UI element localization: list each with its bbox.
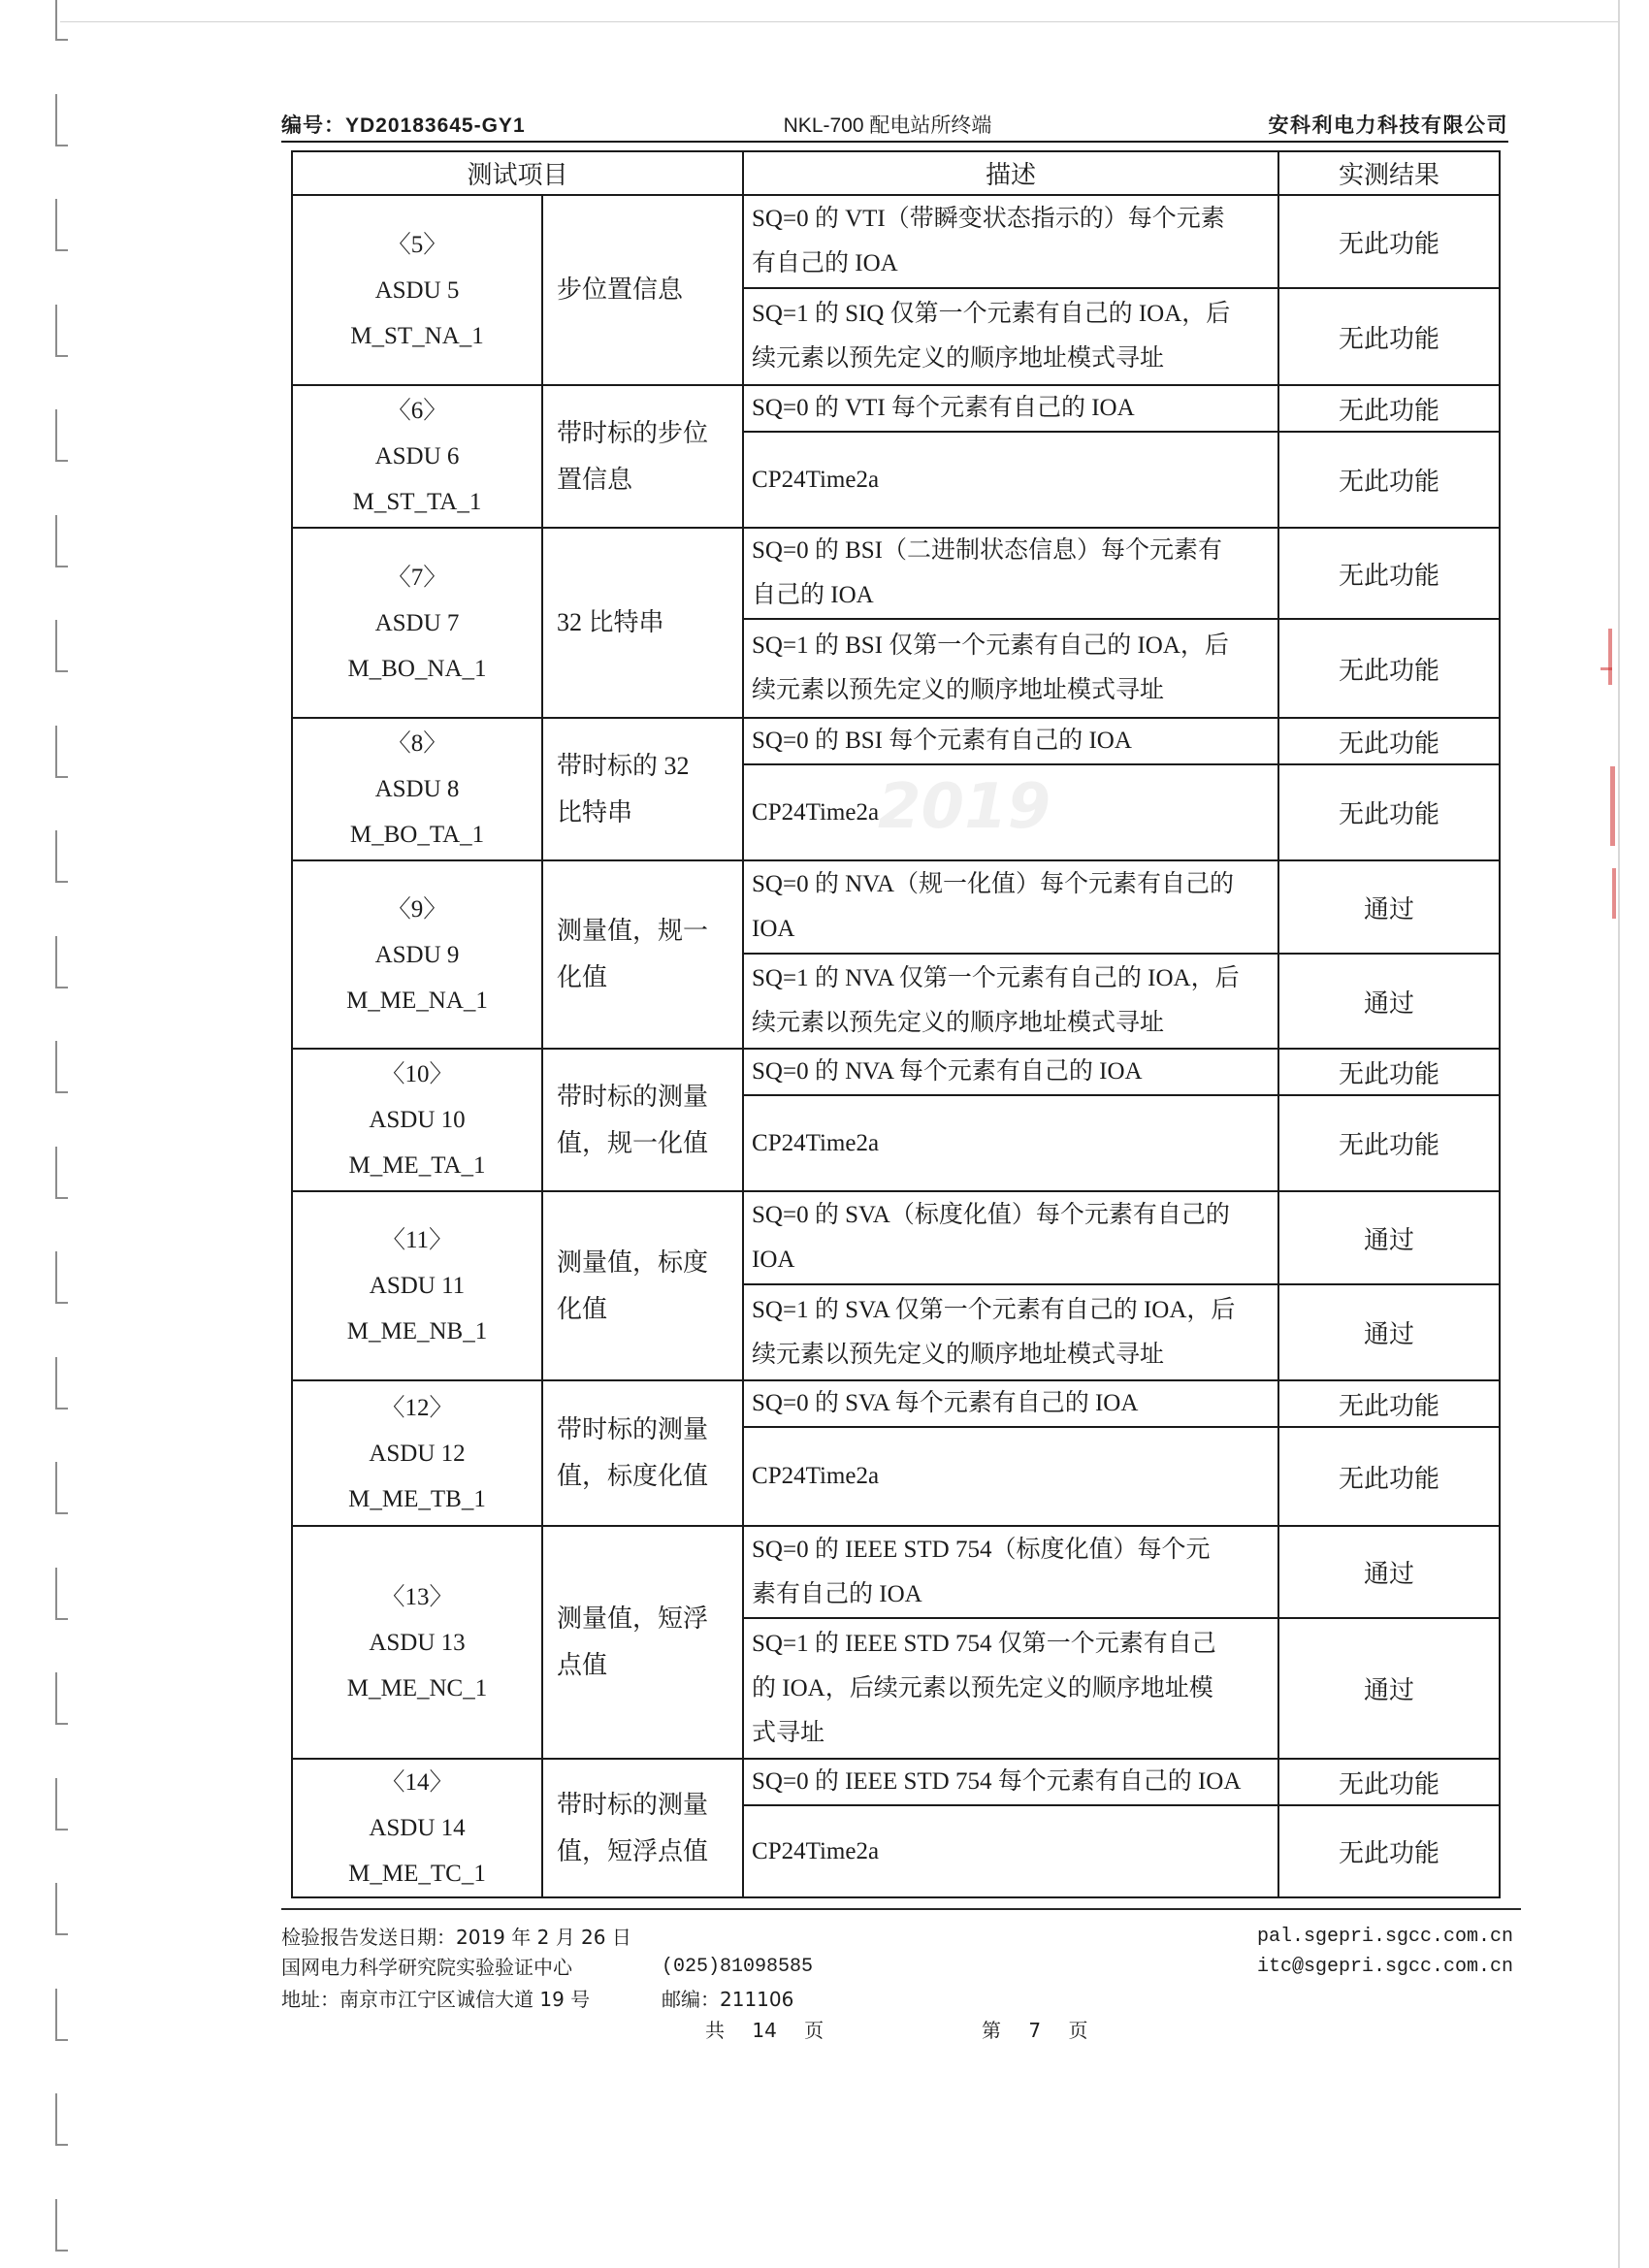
asdu-label: ASDU 10 [369,1107,466,1133]
check-result: 无此功能 [1278,764,1500,860]
type-identifier: M_ME_NA_1 [346,987,488,1014]
table-row [292,1380,1500,1427]
test-item-cell [292,528,542,718]
report-number: 编号：YD20183645-GY1 [281,114,526,137]
check-result: 通过 [1278,860,1500,954]
test-item-cell [292,385,542,528]
test-item-name: 带时标的测量 值，规一化值 [542,1049,743,1191]
binding-mark [55,1147,57,1199]
item-number: 〈9〉 [386,895,448,923]
header-test-item: 测试项目 [292,151,743,195]
test-item-cell [292,718,542,860]
report-send-date: 检验报告发送日期：2019 年 2 月 26 日 [281,1926,631,1949]
asdu-label: ASDU 14 [369,1815,466,1841]
test-item-name: 带时标的测量 值，标度化值 [542,1380,743,1526]
binding-mark [55,1989,57,2041]
test-results-table [291,150,1501,1898]
check-description: CP24Time2a [743,1427,1278,1526]
type-identifier: M_BO_NA_1 [347,655,487,682]
test-item-cell [292,1759,542,1897]
binding-mark [55,936,57,988]
binding-mark [55,94,57,146]
check-result: 无此功能 [1278,1380,1500,1427]
binding-mark [55,1778,57,1831]
check-result: 通过 [1278,1284,1500,1380]
check-description: SQ=0 的 IEEE STD 754（标度化值）每个元 素有自己的 IOA [743,1526,1278,1618]
binding-mark [55,1462,57,1514]
institute-address: 地址：南京市江宁区诚信大道 19 号 [281,1988,591,2011]
item-number: 〈7〉 [386,564,448,591]
check-description: SQ=1 的 SIQ 仅第一个元素有自己的 IOA，后 续元素以预先定义的顺序地址模式寻址 [743,288,1278,385]
type-identifier: M_ST_NA_1 [350,322,484,349]
check-result: 无此功能 [1278,1759,1500,1805]
header-divider [281,141,1508,143]
check-result: 无此功能 [1278,718,1500,764]
check-result: 通过 [1278,1618,1500,1759]
table-row [292,195,1500,288]
type-identifier: M_ME_TB_1 [348,1485,486,1512]
seal-fragment [1599,621,1624,941]
product-title: NKL-700 配电站所终端 [783,114,992,137]
check-description: SQ=0 的 BSI 每个元素有自己的 IOA [743,718,1278,764]
binding-mark [55,2093,57,2146]
total-pages: 共 14 页 [705,2019,824,2042]
check-result: 通过 [1278,1526,1500,1618]
check-description: SQ=0 的 SVA（标度化值）每个元素有自己的 IOA [743,1191,1278,1284]
test-item-name: 步位置信息 [542,195,743,385]
test-item-cell [292,1191,542,1380]
scan-right-edge [1618,0,1620,2268]
test-item-name: 测量值，规一 化值 [542,860,743,1049]
check-result: 无此功能 [1278,432,1500,528]
table-row [292,1049,1500,1095]
test-item-name: 测量值，标度 化值 [542,1191,743,1380]
check-description: SQ=1 的 SVA 仅第一个元素有自己的 IOA，后 续元素以预先定义的顺序地址模式寻址 [743,1284,1278,1380]
check-description: SQ=0 的 VTI（带瞬变状态指示的）每个元素 有自己的 IOA [743,195,1278,288]
check-result: 通过 [1278,954,1500,1049]
item-number: 〈13〉 [380,1583,454,1610]
header-description: 描述 [743,151,1278,195]
check-description: SQ=0 的 BSI（二进制状态信息）每个元素有 自己的 IOA [743,528,1278,619]
binding-mark [55,1357,57,1409]
item-number: 〈6〉 [386,398,448,424]
table-row [292,528,1500,619]
institute-website: pal.sgepri.sgcc.com.cn [1256,1926,1513,1948]
page-number: 第 7 页 [982,2019,1088,2042]
company-name: 安科利电力科技有限公司 [1268,114,1508,137]
binding-mark [55,1251,57,1304]
item-number: 〈5〉 [386,231,448,258]
table-row [292,860,1500,954]
test-item-name: 带时标的测量 值，短浮点值 [542,1759,743,1897]
asdu-label: ASDU 9 [374,941,460,968]
binding-mark [55,830,57,883]
check-description: SQ=0 的 SVA 每个元素有自己的 IOA [743,1380,1278,1427]
binding-mark [55,1041,57,1093]
test-item-cell [292,860,542,1049]
header-result: 实测结果 [1278,151,1500,195]
test-item-name: 32 比特串 [542,528,743,718]
binding-mark [55,515,57,567]
footer-divider [281,1908,1521,1910]
check-result: 无此功能 [1278,1049,1500,1095]
binding-mark [55,2199,57,2252]
check-description: SQ=0 的 NVA 每个元素有自己的 IOA [743,1049,1278,1095]
institute-email: itc@sgepri.sgcc.com.cn [1256,1956,1513,1978]
test-item-name: 测量值，短浮 点值 [542,1526,743,1759]
check-result: 通过 [1278,1191,1500,1284]
table-row [292,1759,1500,1805]
binding-mark [55,305,57,357]
check-description: SQ=1 的 IEEE STD 754 仅第一个元素有自己 的 IOA，后续元素以预先定义的顺序地址模 式寻址 [743,1618,1278,1759]
asdu-label: ASDU 7 [374,609,460,636]
check-description: CP24Time2a [743,1805,1278,1897]
check-description: CP24Time2a [743,1095,1278,1191]
check-result: 无此功能 [1278,1427,1500,1526]
item-number: 〈12〉 [380,1394,454,1421]
institute-name: 国网电力科学研究院实验验证中心 [281,1956,572,1979]
asdu-label: ASDU 11 [369,1273,466,1299]
check-description: SQ=0 的 IEEE STD 754 每个元素有自己的 IOA [743,1759,1278,1805]
test-item-cell [292,1049,542,1191]
check-result: 无此功能 [1278,528,1500,619]
postal-code: 邮编：211106 [662,1988,794,2011]
type-identifier: M_ST_TA_1 [352,489,482,515]
check-description: CP24Time2a [743,432,1278,528]
binding-mark [55,620,57,672]
table-row [292,1191,1500,1284]
check-description: SQ=0 的 VTI 每个元素有自己的 IOA [743,385,1278,432]
table-header-row [292,151,1500,195]
check-result: 无此功能 [1278,619,1500,718]
watermark: 2019 [878,771,1051,843]
type-identifier: M_ME_NB_1 [346,1318,488,1345]
test-item-cell [292,1526,542,1759]
asdu-label: ASDU 8 [374,776,460,802]
check-result: 无此功能 [1278,195,1500,288]
institute-phone: (025)81098585 [662,1956,814,1978]
test-item-cell [292,195,542,385]
check-description: CP24Time2a [743,764,1278,860]
type-identifier: M_ME_NC_1 [346,1674,488,1701]
test-item-name: 带时标的步位 置信息 [542,385,743,528]
binding-mark [55,1883,57,1935]
binding-mark [55,199,57,251]
binding-mark [55,726,57,778]
binding-mark [55,0,57,41]
table-row [292,1526,1500,1618]
type-identifier: M_BO_TA_1 [349,822,485,848]
table-row [292,718,1500,764]
item-number: 〈14〉 [380,1769,454,1796]
scan-top-edge [60,21,1618,22]
check-result: 无此功能 [1278,1805,1500,1897]
item-number: 〈11〉 [380,1227,454,1253]
check-description: SQ=0 的 NVA（规一化值）每个元素有自己的 IOA [743,860,1278,954]
test-item-name: 带时标的 32 比特串 [542,718,743,860]
check-result: 无此功能 [1278,385,1500,432]
asdu-label: ASDU 13 [369,1629,466,1656]
binding-mark [55,409,57,462]
check-result: 无此功能 [1278,1095,1500,1191]
asdu-label: ASDU 12 [369,1440,466,1467]
type-identifier: M_ME_TC_1 [348,1861,486,1887]
check-description: SQ=1 的 BSI 仅第一个元素有自己的 IOA，后 续元素以预先定义的顺序地址模式寻址 [743,619,1278,718]
binding-mark [55,1672,57,1725]
check-description: SQ=1 的 NVA 仅第一个元素有自己的 IOA，后 续元素以预先定义的顺序地址模式寻址 [743,954,1278,1049]
binding-mark [55,1568,57,1620]
type-identifier: M_ME_TA_1 [348,1152,486,1179]
asdu-label: ASDU 5 [374,276,460,304]
item-number: 〈8〉 [386,730,448,757]
asdu-label: ASDU 6 [374,443,460,470]
item-number: 〈10〉 [380,1061,454,1087]
test-item-cell [292,1380,542,1526]
check-result: 无此功能 [1278,288,1500,385]
table-row [292,385,1500,432]
